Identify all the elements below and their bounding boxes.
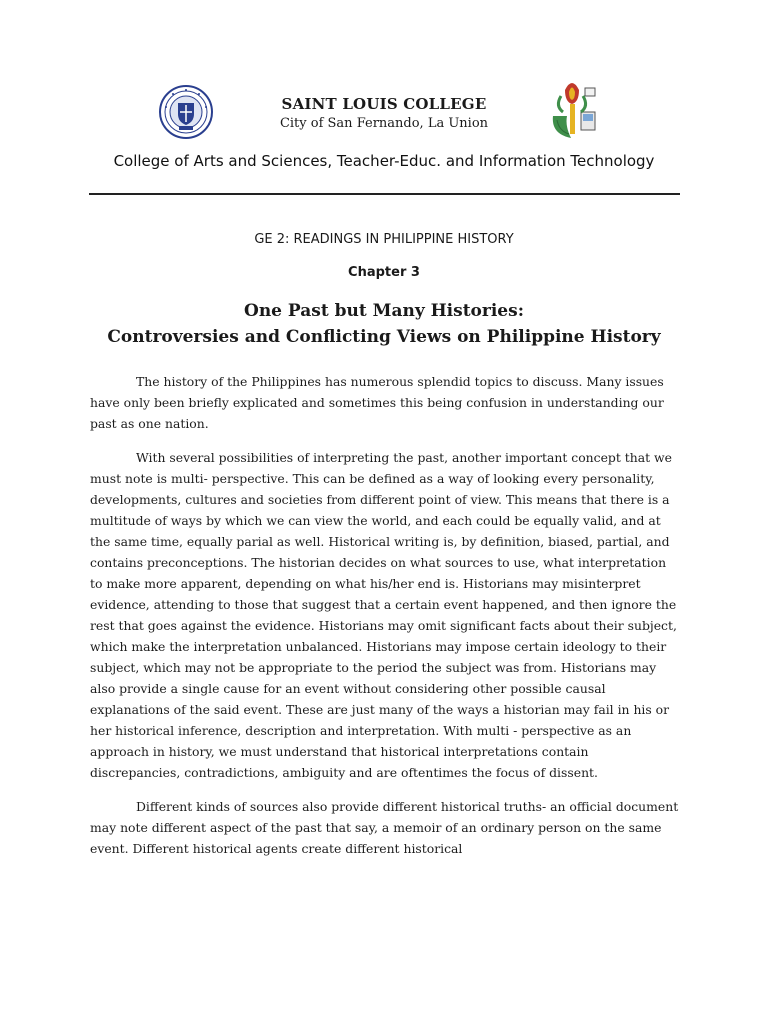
course-title: GE 2: READINGS IN PHILIPPINE HISTORY bbox=[254, 232, 514, 247]
body-text bbox=[90, 371, 680, 872]
chapter-title bbox=[0, 298, 768, 350]
chapter-label: Chapter 3 bbox=[348, 265, 420, 280]
paragraph-1: The history of the Philippines has numerous splendid topics to discuss. Many issues have only been briefly explicated and sometimes this being confusion in understanding our past as one nation. bbox=[90, 374, 664, 431]
paragraph-3: Different kinds of sources also provide different historical truths- an official document may note different aspect of the past that say, a memoir of an ordinary person on the same event. Different historical agents create different historical bbox=[90, 799, 679, 856]
paragraph-2: With several possibilities of interpreting the past, another important concept that we must note is multi- perspective. This can be defined as a way of looking every personality, developments, cultures and societies from different point of view. This means that there is a multitude of ways by which we can view the world, and each could be equally valid, and at the same time, equally parial as well. Historical writing is, by definition, biased, partial, and contains preconceptions. The historian decides on what sources to use, what interpretation to make more apparent, depending on what his/her end is. Historians may misinterpret evidence, attending to those that suggest that a certain event happened, and then ignore the rest that goes against the evidence. Historians may omit significant facts about their subject, which make the interpretation unbalanced. Historians may impose certain ideology to their subject, which may not be appropriate to the period the subject was from. Historians may also provide a single cause for an event without considering other possible causal explanations of the said event. These are just many of the ways a historian may fail in his or her historical inference, description and interpretation. With multi - perspective as an approach in history, we must understand that historical interpretations contain discrepancies, contradictions, ambiguity and are oftentimes the focus of dissent. bbox=[90, 450, 677, 780]
college-name: SAINT LOUIS COLLEGE bbox=[281, 95, 487, 113]
header-divider bbox=[89, 193, 680, 195]
chapter-title-line-2: Controversies and Conflicting Views on Philippine History bbox=[107, 327, 661, 347]
chapter-title-line-1: One Past but Many Histories: bbox=[244, 301, 524, 321]
department-name: College of Arts and Sciences, Teacher-Educ. and Information Technology bbox=[113, 152, 655, 170]
college-emblem-icon bbox=[545, 76, 603, 142]
college-city: City of San Fernando, La Union bbox=[279, 116, 489, 131]
